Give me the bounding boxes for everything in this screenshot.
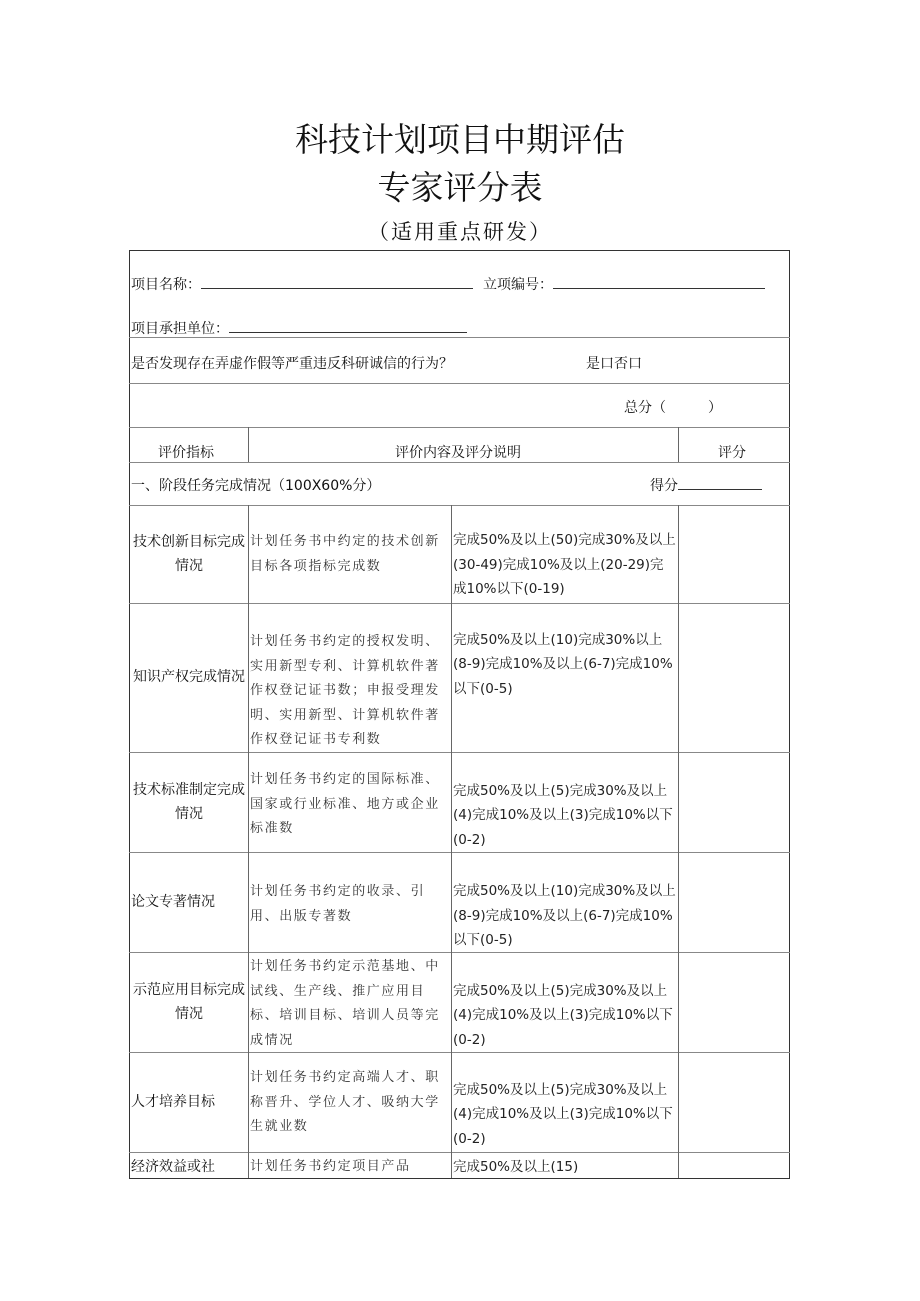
- total-score: 总分（ ）: [624, 400, 722, 416]
- content-cell: 计划任务书中约定的技术创新目标各项指标完成数: [250, 534, 440, 574]
- header-score: 评分: [718, 445, 746, 461]
- integrity-checkboxes[interactable]: 是口否口: [586, 356, 642, 372]
- undertaking-unit-label: 项目承担单位：: [131, 321, 229, 337]
- title-line-2: 专家评分表: [377, 168, 543, 207]
- content-cell: 计划任务书约定示范基地、中试线、生产线、推广应用目标、培训目标、培训人员等完成情况: [250, 959, 440, 1048]
- indicator-cell: 人才培养目标: [131, 1093, 215, 1110]
- integrity-question: 是否发现存在弄虚作假等严重违反科研诚信的行为？: [131, 356, 453, 372]
- content-cell: 计划任务书约定项目产品: [250, 1159, 411, 1174]
- section-1-title: 一、阶段任务完成情况（100X60%分）: [131, 478, 381, 494]
- criteria-cell: 完成50%及以上(10)完成30%及以上(8-9)完成10%及以上(6-7)完成10%以下(0-5): [453, 883, 676, 949]
- content-cell: 计划任务书约定的国际标准、国家或行业标准、地方或企业标准数: [250, 772, 440, 836]
- indicator-cell: 知识产权完成情况: [133, 669, 245, 686]
- header-indicator: 评价指标: [158, 445, 214, 461]
- undertaking-unit-field[interactable]: [131, 318, 467, 338]
- project-number-field[interactable]: [483, 274, 765, 294]
- title-subtitle: （适用重点研发）: [368, 220, 552, 244]
- project-name-label: 项目名称：: [131, 277, 201, 293]
- title-line-1: 科技计划项目中期评估: [295, 120, 625, 159]
- content-cell: 计划任务书约定高端人才、职称晋升、学位人才、吸纳大学生就业数: [250, 1070, 440, 1134]
- section-1-score-label: 得分: [650, 478, 678, 494]
- indicator-cell: 技术创新目标完成情况: [133, 533, 245, 574]
- criteria-cell: 完成50%及以上(15): [453, 1158, 579, 1175]
- indicator-cell: 技术标准制定完成情况: [133, 781, 245, 822]
- section-1-score-field[interactable]: [650, 475, 762, 495]
- criteria-cell: 完成50%及以上(5)完成30%及以上(4)完成10%及以上(3)完成10%以下(0-2): [453, 982, 673, 1048]
- criteria-cell: 完成50%及以上(5)完成30%及以上(4)完成10%及以上(3)完成10%以下(0-2): [453, 1081, 673, 1147]
- criteria-cell: 完成50%及以上(50)完成30%及以上(30-49)完成10%及以上(20-29)完成10%以下(0-19): [453, 532, 676, 598]
- indicator-cell: 示范应用目标完成情况: [133, 981, 245, 1022]
- header-content: 评价内容及评分说明: [395, 445, 521, 461]
- indicator-cell: 论文专著情况: [131, 893, 215, 910]
- content-cell: 计划任务书约定的授权发明、实用新型专利、计算机软件著作权登记证书数；申报受理发明、实用新型、计算机软件著作权登记证书专利数: [250, 634, 440, 747]
- criteria-cell: 完成50%及以上(10)完成30%以上(8-9)完成10%及以上(6-7)完成10%以下(0-5): [453, 631, 673, 697]
- project-number-label: 立项编号：: [483, 277, 553, 293]
- content-cell: 计划任务书约定的收录、引用、出版专著数: [250, 884, 426, 924]
- project-name-field[interactable]: [131, 274, 473, 294]
- criteria-cell: 完成50%及以上(5)完成30%及以上(4)完成10%及以上(3)完成10%以下(0-2): [453, 782, 673, 848]
- indicator-cell: 经济效益或社: [131, 1158, 215, 1175]
